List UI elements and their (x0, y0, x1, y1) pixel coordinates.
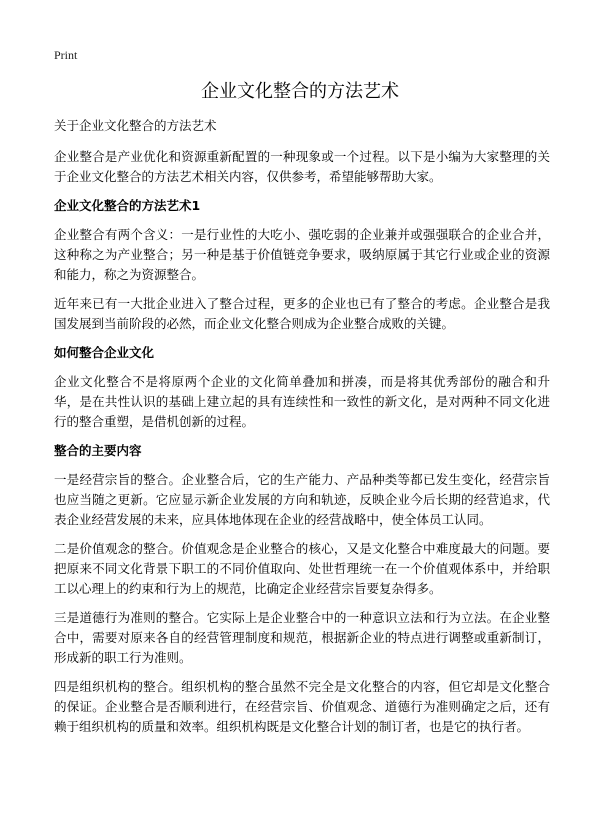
paragraph: 一是经营宗旨的整合。企业整合后，它的生产能力、产品种类等都已发生变化，经营宗旨也应当随之更新。它应显示新企业发展的方向和轨迹，反映企业今后长期的经营追求，代表企业经营发展的未来，应具体地体现在企业的经营战略中，使全体员工认同。 (54, 472, 550, 527)
article-body (54, 118, 550, 746)
paragraph: 三是道德行为准则的整合。它实际上是企业整合中的一种意识立法和行为立法。在企业整合中，需要对原来各自的经营管理制度和规范，根据新企业的特点进行调整或重新制订，形成新的职工行为准则。 (54, 610, 550, 665)
paragraph: 四是组织机构的整合。组织机构的整合虽然不完全是文化整合的内容，但它却是文化整合的保证。企业整合是否顺利进行，在经营宗旨、价值观念、道德行为准则确定之后，还有赖于组织机构的质量和效率。组织机构既是文化整合计划的制订者，也是它的执行者。 (54, 679, 550, 734)
paragraph: 企业整合有两个含义：一是行业性的大吃小、强吃弱的企业兼并或强强联合的企业合并，这种称之为产业整合；另一种是基于价值链竞争要求，吸纳原属于其它行业或企业的资源和能力，称之为资源整合。 (54, 227, 550, 282)
paragraph: 企业文化整合不是将原两个企业的文化简单叠加和拼凑，而是将其优秀部份的融合和升华，是在共性认识的基础上建立起的具有连续性和一致性的新文化，是对两种不同文化进行的整合重塑，是借机创新的过程。 (54, 374, 550, 429)
section-heading-methods: 企业文化整合的方法艺术1 (54, 198, 201, 213)
print-label: Print (54, 48, 78, 62)
intro-paragraph: 企业整合是产业优化和资源重新配置的一种现象或一个过程。以下是小编为大家整理的关于企业文化整合的方法艺术相关内容，仅供参考，希望能够帮助大家。 (54, 149, 550, 184)
page-title: 企业文化整合的方法艺术 (201, 81, 399, 102)
paragraph: 近年来已有一大批企业进入了整合过程，更多的企业也已有了整合的考虑。企业整合是我国发展到当前阶段的必然，而企业文化整合则成为企业整合成败的关键。 (54, 296, 550, 331)
article-subtitle: 关于企业文化整合的方法艺术 (54, 118, 217, 133)
section-heading-main-content: 整合的主要内容 (54, 443, 142, 458)
paragraph: 二是价值观念的整合。价值观念是企业整合的核心，又是文化整合中难度最大的问题。要把原来不同文化背景下职工的不同价值取向、处世哲理统一在一个价值观体系中，并给职工以心理上的约束和行为上的规范，比确定企业经营宗旨要复杂得多。 (54, 541, 550, 596)
section-heading-how-to-integrate: 如何整合企业文化 (54, 345, 155, 360)
